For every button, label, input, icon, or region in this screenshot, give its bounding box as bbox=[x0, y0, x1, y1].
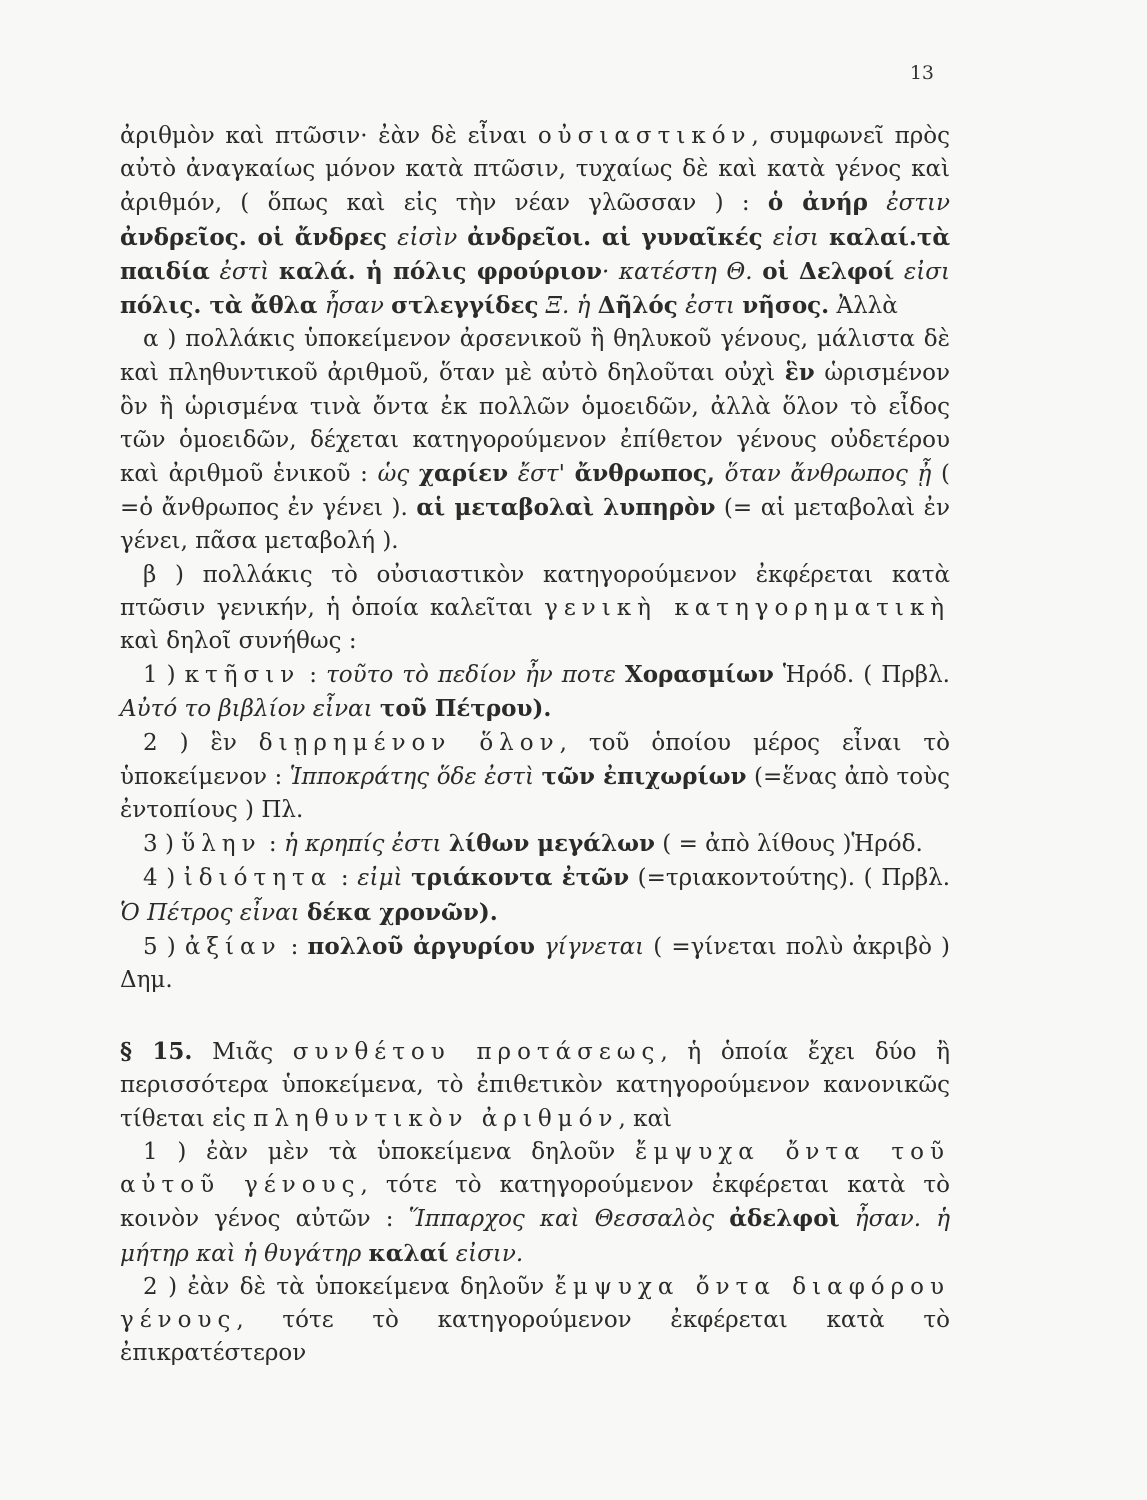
spaced-term: ὕλην bbox=[181, 831, 262, 858]
italic-example: ἦσαν. ἡ μήτηρ καὶ ἡ θυγάτηρ bbox=[120, 1206, 950, 1267]
italic-example: ὡς bbox=[377, 461, 419, 488]
section-15-intro bbox=[120, 1035, 950, 1136]
bold-example: ἀδελφοὶ bbox=[729, 1205, 840, 1233]
italic-example: ὅταν ἄνθρωπος ᾖ bbox=[714, 461, 941, 488]
text-run: 1 ) ἐὰν μὲν τὰ ὑποκείμενα δηλοῦν bbox=[143, 1138, 636, 1165]
text-run: : bbox=[281, 933, 308, 960]
text-run: (=ἕνας ἀπὸ τοὺς ἐντοπίους ) Πλ. bbox=[120, 763, 950, 824]
italic-example: γίγνεται bbox=[534, 933, 645, 960]
spaced-term: πληθυντικὸν ἀριθμόν bbox=[253, 1105, 619, 1132]
list-item-partitive bbox=[120, 727, 950, 828]
text-run: , τότε τὸ κατηγορούμενον ἐκφέρεται κατὰ τὸ ἐπικρατέστερον bbox=[120, 1306, 950, 1367]
text-run: 2 ) ἐὰν δὲ τὰ ὑποκείμενα δηλοῦν bbox=[143, 1273, 555, 1300]
spaced-term: συνθέτου προτάσεως bbox=[292, 1039, 661, 1066]
italic-example: Αὐτό το βιβλίον εἶναι bbox=[120, 696, 380, 723]
text-run: 1 ) bbox=[143, 662, 185, 689]
spaced-term: διῃρημένον ὅλον bbox=[258, 729, 560, 756]
paragraph-alpha bbox=[120, 323, 950, 558]
bold-example: τοῦ Πέτρου). bbox=[379, 695, 552, 723]
italic-example: Ὁ Πέτρος εἶναι bbox=[120, 899, 307, 926]
text-run: ( =γίνεται πολὺ ἀκριβὸ ) Δημ. bbox=[120, 933, 951, 994]
text-run: ἀριθμὸν καὶ πτῶσιν· ἐὰν δὲ εἶναι bbox=[120, 123, 538, 149]
spaced-term: ἀξίαν bbox=[184, 933, 282, 960]
text-run: Ἡρόδ. ( Πρβλ. bbox=[773, 662, 950, 689]
list-item-possession bbox=[120, 658, 950, 726]
text-run: (= αἱ μεταβολαὶ ἐν γένει, πᾶσα μεταβολή ). bbox=[120, 495, 950, 555]
text-run: , τότε τὸ κατηγορούμενον ἐκφέρεται κατὰ τὸ κοινὸν γένος αὐτῶν : bbox=[120, 1172, 951, 1233]
text-run: (=τριακοντούτης). ( Πρβλ. bbox=[629, 865, 951, 892]
italic-example: εἰσιν. bbox=[448, 1240, 524, 1267]
spaced-term: ἔμψυχα ὄντα τοῦ αὐτοῦ γένους bbox=[120, 1138, 950, 1199]
bold-example: χαρίεν bbox=[418, 460, 509, 488]
text-run: , ἡ ὁποία ἔχει δύο ἢ περισσότερα ὑποκείμενα, τὸ ἐπιθετικὸν κατηγορούμενον κανονικῶς τίθεται εἰς bbox=[120, 1039, 950, 1132]
bold-example: πόλις. τὰ ἄθλα bbox=[120, 292, 318, 320]
italic-example: ἔστ' bbox=[508, 461, 575, 488]
italic-verb: εἰσι bbox=[762, 224, 829, 251]
text-run: , καὶ bbox=[618, 1105, 673, 1132]
paragraph-subject-agreement bbox=[120, 120, 950, 323]
bold-example: Χορασμίων bbox=[624, 661, 774, 689]
spaced-term: οὐσιαστικόν bbox=[537, 123, 752, 149]
text-run: καὶ δηλοῖ συνήθως : bbox=[120, 628, 357, 655]
text-run: ( =ὁ ἄνθρωπος ἐν γένει ). bbox=[120, 461, 950, 522]
text-run: 2 ) ἓν bbox=[143, 729, 259, 756]
page-number: 13 bbox=[909, 62, 934, 84]
text-run: : bbox=[300, 662, 327, 689]
section-number: § 15. bbox=[120, 1038, 193, 1066]
text-run: 3 ) bbox=[143, 831, 182, 858]
italic-verb: ἐστὶ bbox=[209, 258, 279, 285]
section-gap bbox=[120, 997, 950, 1035]
bold-example: καλαί.τὰ παιδία bbox=[120, 223, 951, 285]
spaced-term: γενικὴ κατηγορηματικὴ bbox=[544, 594, 950, 621]
paragraph-beta bbox=[120, 559, 950, 659]
list-item-value bbox=[120, 930, 950, 997]
bold-example: πολλοῦ ἀργυρίου bbox=[307, 932, 535, 960]
italic-verb: εἰσι bbox=[894, 258, 951, 285]
text-run: , συμφωνεῖ πρὸς αὐτὸ ἀναγκαίως μόνον κατὰ πτῶσιν, τυχαίως δὲ καὶ κατὰ γένος καὶ ἀριθμόν, ( ὅπως καὶ εἰς τὴν νέαν γλῶσσαν ) : bbox=[120, 123, 950, 217]
italic-example: ἡ κρηπίς ἐστι bbox=[283, 831, 449, 858]
text-run: ὡρισμένον ὂν ἢ ὡρισμένα τινὰ ὄντα ἐκ πολλῶν ὁμοειδῶν, ἀλλὰ ὅλον τὸ εἶδος τῶν ὁμοειδῶν, δέχεται κατηγορούμενον ἐπίθετον γένους οὐδετέρου καὶ ἀριθμοῦ ἑνικοῦ : bbox=[120, 360, 951, 488]
spaced-term: κτῆσιν bbox=[184, 662, 301, 689]
text-run: : bbox=[332, 865, 358, 892]
bold-example: καλά. ἡ πόλις φρούριον bbox=[278, 257, 602, 285]
italic-verb: ἦσαν bbox=[317, 293, 392, 320]
bold-example: Δῆλός bbox=[597, 292, 678, 320]
bold-example: στλεγγίδες bbox=[391, 292, 539, 320]
section-15-rule-2 bbox=[120, 1271, 950, 1371]
bold-example: ὁ ἀνήρ bbox=[767, 189, 868, 217]
text-run: 4 ) bbox=[143, 865, 184, 892]
bold-example: ἀνδρεῖος. οἱ ἄνδρες bbox=[120, 223, 388, 251]
text-run: β ) πολλάκις τὸ οὐσιαστικὸν κατηγορούμενον ἐκφέρεται κατὰ πτῶσιν γενικήν, ἡ ὁποία καλεῖται bbox=[120, 561, 950, 621]
text-run: : bbox=[261, 831, 284, 858]
text-run: ( = ἀπὸ λίθους )Ἡρόδ. bbox=[655, 831, 923, 858]
text-run: , τοῦ ὁποίου μέρος εἶναι τὸ ὑποκείμενον : bbox=[120, 729, 950, 790]
section-15-rule-1 bbox=[120, 1136, 950, 1271]
italic-verb: ἐστι bbox=[677, 293, 743, 320]
spaced-term: ἔμψυχα ὄντα διαφόρου γένους bbox=[120, 1273, 951, 1333]
list-item-material bbox=[120, 827, 950, 861]
bold-example: λίθων μεγάλων bbox=[448, 830, 655, 858]
text-run: Μιᾶς bbox=[192, 1039, 293, 1066]
bold-example: καλαί bbox=[368, 1239, 449, 1267]
bold-example: ἀνδρεῖοι. αἱ γυναῖκές bbox=[467, 223, 763, 251]
body-text bbox=[120, 120, 950, 1370]
bold-example: ἓν bbox=[784, 359, 815, 387]
spaced-term: ἰδιότητα bbox=[183, 865, 333, 892]
bold-example: τριάκοντα ἐτῶν bbox=[411, 864, 630, 892]
text-run: α ) πολλάκις ὑποκείμενον ἀρσενικοῦ ἢ θηλυκοῦ γένους, μάλιστα δὲ καὶ πληθυντικοῦ ἀριθμοῦ, ὅταν μὲ αὐτὸ δηλοῦται οὐχὶ bbox=[120, 326, 950, 387]
bold-example: νῆσος. bbox=[742, 292, 830, 320]
italic-example: τοῦτο τὸ πεδίον ἦν ποτε bbox=[326, 662, 625, 689]
bold-example: αἱ μεταβολαὶ λυπηρὸν bbox=[416, 494, 716, 522]
italic-verb: Ξ. ἡ bbox=[538, 293, 598, 320]
bold-example: δέκα χρονῶν). bbox=[306, 898, 498, 926]
italic-verb: ἐστιν bbox=[867, 190, 951, 217]
text-run: Ἀλλὰ bbox=[829, 293, 898, 320]
list-item-quality bbox=[120, 861, 950, 929]
text-run: 5 ) bbox=[143, 933, 185, 960]
bold-example: τῶν ἐπιχωρίων bbox=[541, 762, 747, 790]
italic-verb: εἰσὶν bbox=[387, 224, 468, 251]
italic-example: Ἵππαρχος καὶ Θεσσαλὸς bbox=[408, 1206, 730, 1233]
italic-example: Ἱπποκράτης ὅδε ἐστὶ bbox=[289, 763, 542, 790]
italic-verb: · κατέστη Θ. bbox=[601, 258, 763, 285]
bold-example: ἄνθρωπος, bbox=[574, 460, 715, 488]
bold-example: οἱ Δελφοί bbox=[762, 257, 895, 285]
italic-example: εἰμὶ bbox=[357, 865, 412, 892]
